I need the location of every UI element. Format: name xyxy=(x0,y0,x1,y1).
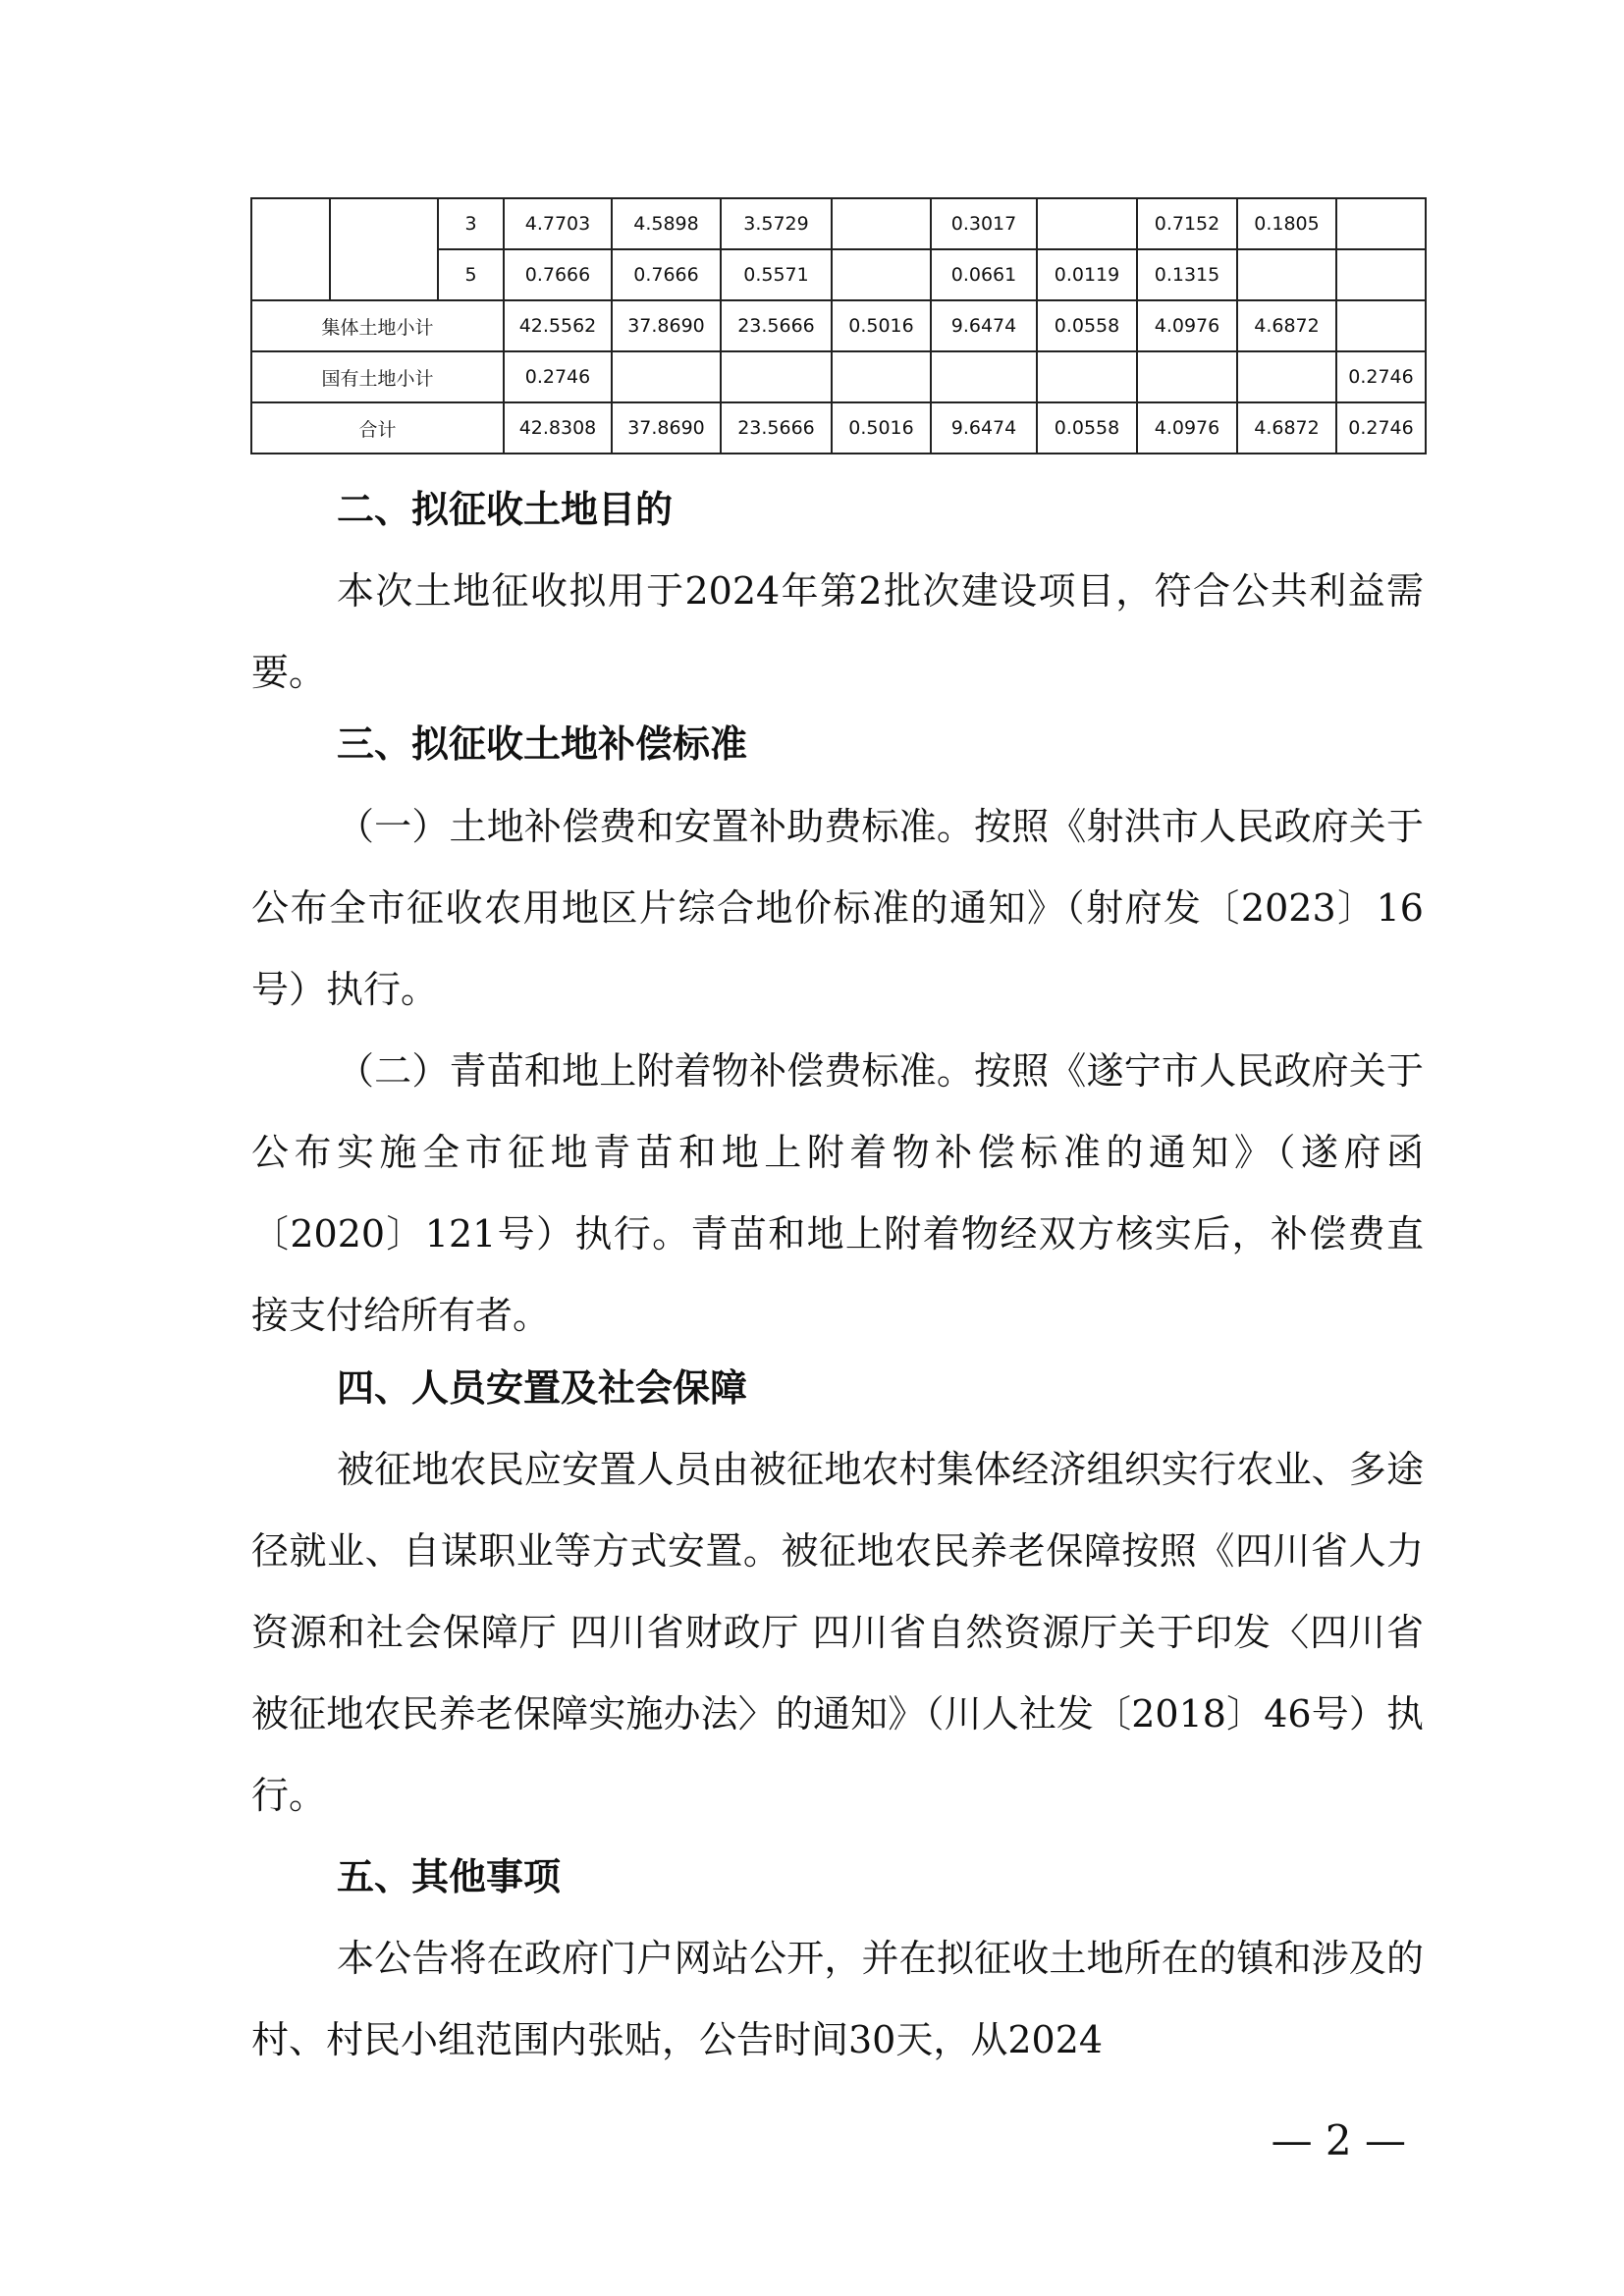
table-cell xyxy=(1037,351,1137,402)
table-cell: 23.5666 xyxy=(721,402,832,454)
section-heading-resettlement: 四、人员安置及社会保障 xyxy=(337,1366,748,1410)
table-cell xyxy=(1237,351,1336,402)
table-cell: 0.0661 xyxy=(931,249,1037,300)
table-cell xyxy=(1037,198,1137,249)
table-cell: 0.0558 xyxy=(1037,300,1137,351)
table-cell: 9.6474 xyxy=(931,300,1037,351)
table-cell xyxy=(1336,198,1426,249)
table-cell: 9.6474 xyxy=(931,402,1037,454)
table-cell: 4.5898 xyxy=(612,198,721,249)
section-heading-purpose: 二、拟征收土地目的 xyxy=(337,488,674,531)
table-cell: 3 xyxy=(438,198,504,249)
table-cell xyxy=(1336,300,1426,351)
table-cell: 37.8690 xyxy=(612,402,721,454)
table-cell xyxy=(832,249,931,300)
table-cell: 0.7666 xyxy=(612,249,721,300)
table-cell: 4.7703 xyxy=(504,198,612,249)
table-cell xyxy=(1237,249,1336,300)
row-label: 合计 xyxy=(251,402,504,454)
table-cell xyxy=(251,198,330,300)
table-cell: 0.1805 xyxy=(1237,198,1336,249)
table-cell: 0.5571 xyxy=(721,249,832,300)
table-cell: 0.3017 xyxy=(931,198,1037,249)
table-row xyxy=(251,351,1426,402)
table-cell: 0.2746 xyxy=(1336,351,1426,402)
table-cell xyxy=(330,198,438,300)
section-heading-other: 五、其他事项 xyxy=(337,1855,562,1898)
table-cell: 0.5016 xyxy=(832,402,931,454)
table-cell xyxy=(832,198,931,249)
page-number: — 2 — xyxy=(1271,2116,1406,2164)
section-heading-compensation: 三、拟征收土地补偿标准 xyxy=(337,722,748,766)
table-cell: 0.5016 xyxy=(832,300,931,351)
table-cell: 42.5562 xyxy=(504,300,612,351)
table-cell xyxy=(612,351,721,402)
table-cell: 0.0119 xyxy=(1037,249,1137,300)
row-label: 国有土地小计 xyxy=(251,351,504,402)
row-label: 集体土地小计 xyxy=(251,300,504,351)
table-cell: 4.6872 xyxy=(1237,402,1336,454)
table-cell: 42.8308 xyxy=(504,402,612,454)
land-area-table xyxy=(250,197,1427,454)
table-cell: 0.7152 xyxy=(1137,198,1237,249)
table-cell xyxy=(832,351,931,402)
paragraph-other: 本公告将在政府门户网站公开，并在拟征收土地所在的镇和涉及的村、村民小组范围内张贴，公告时间30天，从2024 xyxy=(251,1937,1424,2061)
table-cell: 4.0976 xyxy=(1137,402,1237,454)
table-cell: 0.2746 xyxy=(1336,402,1426,454)
table-cell xyxy=(1137,351,1237,402)
table-cell: 0.1315 xyxy=(1137,249,1237,300)
table-cell: 3.5729 xyxy=(721,198,832,249)
table-cell xyxy=(931,351,1037,402)
table-cell: 4.0976 xyxy=(1137,300,1237,351)
table-cell: 0.7666 xyxy=(504,249,612,300)
table-cell: 0.2746 xyxy=(504,351,612,402)
paragraph-crop-compensation: （二）青苗和地上附着物补偿费标准。按照《遂宁市人民政府关于公布实施全市征地青苗和地上附着物补偿标准的通知》（遂府函〔2020〕121号）执行。青苗和地上附着物经双方核实后，补偿费直接支付给所有者。 xyxy=(251,1049,1424,1337)
table-cell: 5 xyxy=(438,249,504,300)
table-cell xyxy=(1336,249,1426,300)
paragraph-resettlement: 被征地农民应安置人员由被征地农村集体经济组织实行农业、多途径就业、自谋职业等方式安置。被征地农民养老保障按照《四川省人力资源和社会保障厅 四川省财政厅 四川省自然资源厅关于印发〈四川省被征地农民养老保障实施办法〉的通知》（川人社发〔2018〕46号）执行。 xyxy=(251,1448,1424,1817)
table-cell xyxy=(721,351,832,402)
table-row xyxy=(251,300,1426,351)
table-row xyxy=(251,402,1426,454)
table-cell: 37.8690 xyxy=(612,300,721,351)
paragraph-land-compensation: （一）土地补偿费和安置补助费标准。按照《射洪市人民政府关于公布全市征收农用地区片综合地价标准的通知》（射府发〔2023〕16号）执行。 xyxy=(251,805,1424,1011)
table-cell: 0.0558 xyxy=(1037,402,1137,454)
table-row xyxy=(251,198,1426,249)
paragraph-purpose: 本次土地征收拟用于2024年第2批次建设项目，符合公共利益需要。 xyxy=(251,569,1424,694)
table-cell: 23.5666 xyxy=(721,300,832,351)
table-cell: 4.6872 xyxy=(1237,300,1336,351)
